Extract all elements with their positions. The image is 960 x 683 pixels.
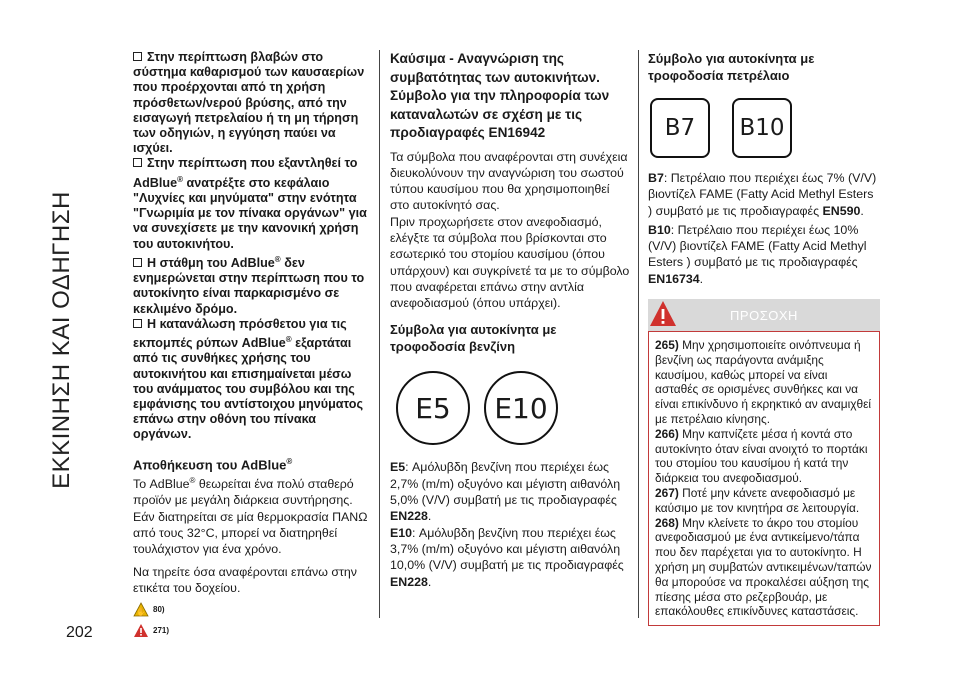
e10-label: E10 <box>390 525 413 540</box>
warning-item <box>655 516 873 620</box>
bullet-text: Στην περίπτωση βλαβών στο σύστημα καθαρισμού των καυσαερίων που προέρχονται από τη χρήση πρόσθετων/νερού βρύσης, από την εισαγωγή πετρελαίου ή τη μη τήρηση των οδηγιών, η εγγύηση παύει να ισχύει. <box>133 50 365 156</box>
b10-description <box>648 222 880 287</box>
warning-text: Μην χρησιμοποιείτε οινόπνευμα ή βενζίνη ως παράγοντα ανάμιξης καυσίμου, καθώς μπορεί να είναι ασταθές σε ορισμένες συνθήκες και να είναι επικίνδυνο ή εκρηκτικό αν αναμιχθεί με πετρέλαιο κίνησης. <box>655 338 872 427</box>
warning-triangle-icon <box>648 299 678 329</box>
petrol-symbols-heading: Σύμβολα για αυτοκίνητα με τροφοδοσία βενζίνη <box>390 322 557 355</box>
e10-spec: EN228 <box>390 574 428 589</box>
warning-number: 268) <box>655 515 679 530</box>
caution-reference-number: 80) <box>153 605 165 615</box>
column-left <box>133 50 370 638</box>
warning-box-header <box>648 299 880 331</box>
e5-text: : Αμόλυβδη βενζίνη που περιέχει έως 2,7% (m/m) οξυγόνο και μέγιστη αιθανόλη 5,0% (V/V) συμβατή με τις προδιαγραφές <box>390 460 621 508</box>
registered-mark: ® <box>274 254 281 264</box>
warning-text: Ποτέ μην κάνετε ανεφοδιασμό με καύσιμο με τον κινητήρα σε λειτουργία. <box>655 486 860 515</box>
storage-paragraph-1 <box>133 473 370 558</box>
warning-number: 265) <box>655 338 679 353</box>
caution-reference <box>133 602 370 617</box>
storage-heading <box>133 453 370 473</box>
registered-mark: ® <box>285 335 292 345</box>
warning-triangle-icon <box>133 623 149 638</box>
checkbox-bullet-icon <box>133 52 142 61</box>
petrol-symbols <box>396 371 630 445</box>
punctuation: . <box>427 509 432 524</box>
bullet-text-rest: εξαρτάται από τις συνθήκες χρήσης του αυτοκινήτου και επισημαίνεται μέσω του ανάμματος του συμβόλου και της εμφάνισης του αντίστοιχου μηνύματος επάνω στην οθόνη του πίνακα οργάνων. <box>133 336 364 442</box>
b10-text: : Πετρέλαιο που περιέχει έως 10% (V/V) βιοντίζελ FAME (Fatty Acid Methyl Esters ) συμβατό με τις προδιαγραφές <box>648 222 867 270</box>
b7-spec: EN590 <box>822 203 861 218</box>
bullet-item-adblue-consumption <box>133 317 370 443</box>
punctuation: . <box>699 271 704 286</box>
side-section-title-text: ΕΚΚΙΝΗΣΗ ΚΑΙ ΟΔΗΓΗΣΗ <box>48 191 75 489</box>
fuel-paragraph-2: Πριν προχωρήσετε στον ανεφοδιασμό, ελέγξτε τα σύμβολα που βρίσκονται στο εσωτερικό του στομίου καυσίμου (όπου υπάρχουν) και συγκρίνετέ τα με το σύμβολο που αναφέρεται επάνω στην αντλία ανεφοδιασμού (όπου υπάρχει). <box>390 214 630 311</box>
fuel-paragraph-1: Τα σύμβολα που αναφέρονται στη συνέχεια διευκολύνουν την αναγνώριση του σωστού τύπου καυσίμου που θα χρησιμοποιηθεί στο αυτοκίνητό σας. <box>390 149 628 213</box>
bullet-text-rest: δεν ενημερώνεται στην περίπτωση που το αυτοκίνητο είναι παρκαρισμένο σε κεκλιμένο δρόμο. <box>133 256 365 316</box>
column-divider <box>379 50 380 618</box>
registered-mark: ® <box>286 456 293 466</box>
checkbox-bullet-icon <box>133 258 142 267</box>
bullet-item-adblue-empty <box>133 156 370 251</box>
warning-number: 267) <box>655 486 679 501</box>
b10-symbol: B10 <box>732 98 792 158</box>
b10-spec: EN16734 <box>648 271 700 286</box>
registered-mark: ® <box>177 174 183 184</box>
warning-item <box>655 486 873 516</box>
bullet-item-adblue-level <box>133 252 370 317</box>
e10-symbol: E10 <box>484 371 558 445</box>
diesel-symbols-heading: Σύμβολο για αυτοκίνητα με τροφοδοσία πετρέλαιο <box>648 51 815 83</box>
b7-label: B7 <box>648 171 664 185</box>
e10-text: : Αμόλυβδη βενζίνη που περιέχει έως 3,7% (m/m) οξυγόνο και μέγιστη αιθανόλη 10,0% (V/V) συμβατή με τις προδιαγραφές <box>390 525 624 573</box>
bullet-text: Η κατανάλωση πρόσθετου για τις εκπομπές ρύπων AdBlue <box>133 316 347 351</box>
page-number: 202 <box>66 624 93 641</box>
column-middle <box>390 50 630 590</box>
punctuation: . <box>427 574 432 589</box>
b10-label: B10 <box>648 222 671 237</box>
column-right <box>648 50 880 626</box>
warning-box <box>648 299 880 626</box>
diesel-symbols <box>650 98 880 158</box>
e5-description <box>390 459 630 524</box>
fuel-compatibility-heading: Καύσιμα - Αναγνώριση της συμβατότητας των αυτοκινήτων. Σύμβολο για την πληροφορία των καταναλωτών σε σχέση με τις προδιαγραφές EN16942 <box>390 51 610 140</box>
column-divider <box>638 50 639 618</box>
bullet-text: Η στάθμη του AdBlue <box>147 256 275 271</box>
b7-symbol: B7 <box>650 98 710 158</box>
warning-reference-number: 271) <box>153 626 170 636</box>
b7-description <box>648 170 880 219</box>
bullet-text-rest: ανατρέξτε στο κεφάλαιο "Λυχνίες και μηνύματα" στην ενότητα "Γνωριμία με τον πίνακα οργάνων" για να συνεχίσετε με την κανονική χρήση του αυτοκινήτου. <box>133 175 367 251</box>
warning-text: Μην καπνίζετε μέσα ή κοντά στο αυτοκίνητο όταν είναι ανοιχτό το πορτάκι του στομίου του καυσίμου ή κατά την διάρκεια του ανεφοδιασμού. <box>655 426 868 486</box>
punctuation: . <box>860 203 864 218</box>
caution-hand-icon <box>133 602 149 617</box>
e5-symbol: E5 <box>396 371 470 445</box>
warning-reference <box>133 623 370 638</box>
registered-mark: ® <box>189 475 196 485</box>
e10-description <box>390 525 630 590</box>
bullet-text: Στην περίπτωση που εξαντληθεί το AdBlue <box>133 156 358 190</box>
e5-spec: EN228 <box>390 509 428 524</box>
warning-number: 266) <box>655 426 679 441</box>
checkbox-bullet-icon <box>133 319 142 328</box>
storage-heading-text: Αποθήκευση του AdBlue <box>133 456 287 472</box>
storage-paragraph-2: Να τηρείτε όσα αναφέρονται επάνω στην ετικέτα του δοχείου. <box>133 564 357 595</box>
storage-text-rest: θεωρείται ένα πολύ σταθερό προϊόν με μεγάλη διάρκεια συντήρησης. Εάν διατηρείται σε μία θερμοκρασία ΠΑΝΩ από τους 32°C, μπορεί να διατηρηθεί τουλάχιστον για ένα χρόνο. <box>133 477 368 557</box>
storage-text: Το AdBlue <box>133 477 190 492</box>
warning-title: ΠΡΟΣΟΧΗ <box>730 307 798 323</box>
bullet-item-warranty <box>133 50 370 156</box>
warning-box-body <box>648 331 880 626</box>
warning-item <box>655 427 873 486</box>
svg-text:✋: ✋ <box>136 607 146 617</box>
warning-item <box>655 338 873 427</box>
warning-text: Μην κλείνετε το άκρο του στομίου ανεφοδιασμού με ένα αντικείμενο/τάπα που δεν παρέχεται για το αυτοκίνητο. Η χρήση μη συμβατών αντικειμένων/ταπών θα μπορούσε να προκαλέσει αύξηση της πίεσης μέσα στο ρεζερβουάρ, με επακόλουθες επικίνδυνες καταστάσεις. <box>655 515 872 619</box>
e5-label: E5 <box>390 460 406 475</box>
checkbox-bullet-icon <box>133 158 142 167</box>
b7-text: : Πετρέλαιο που περιέχει έως 7% (V/V) βιοντίζελ FAME (Fatty Acid Methyl Esters ) συμβατό με τις προδιαγραφές <box>648 171 877 218</box>
